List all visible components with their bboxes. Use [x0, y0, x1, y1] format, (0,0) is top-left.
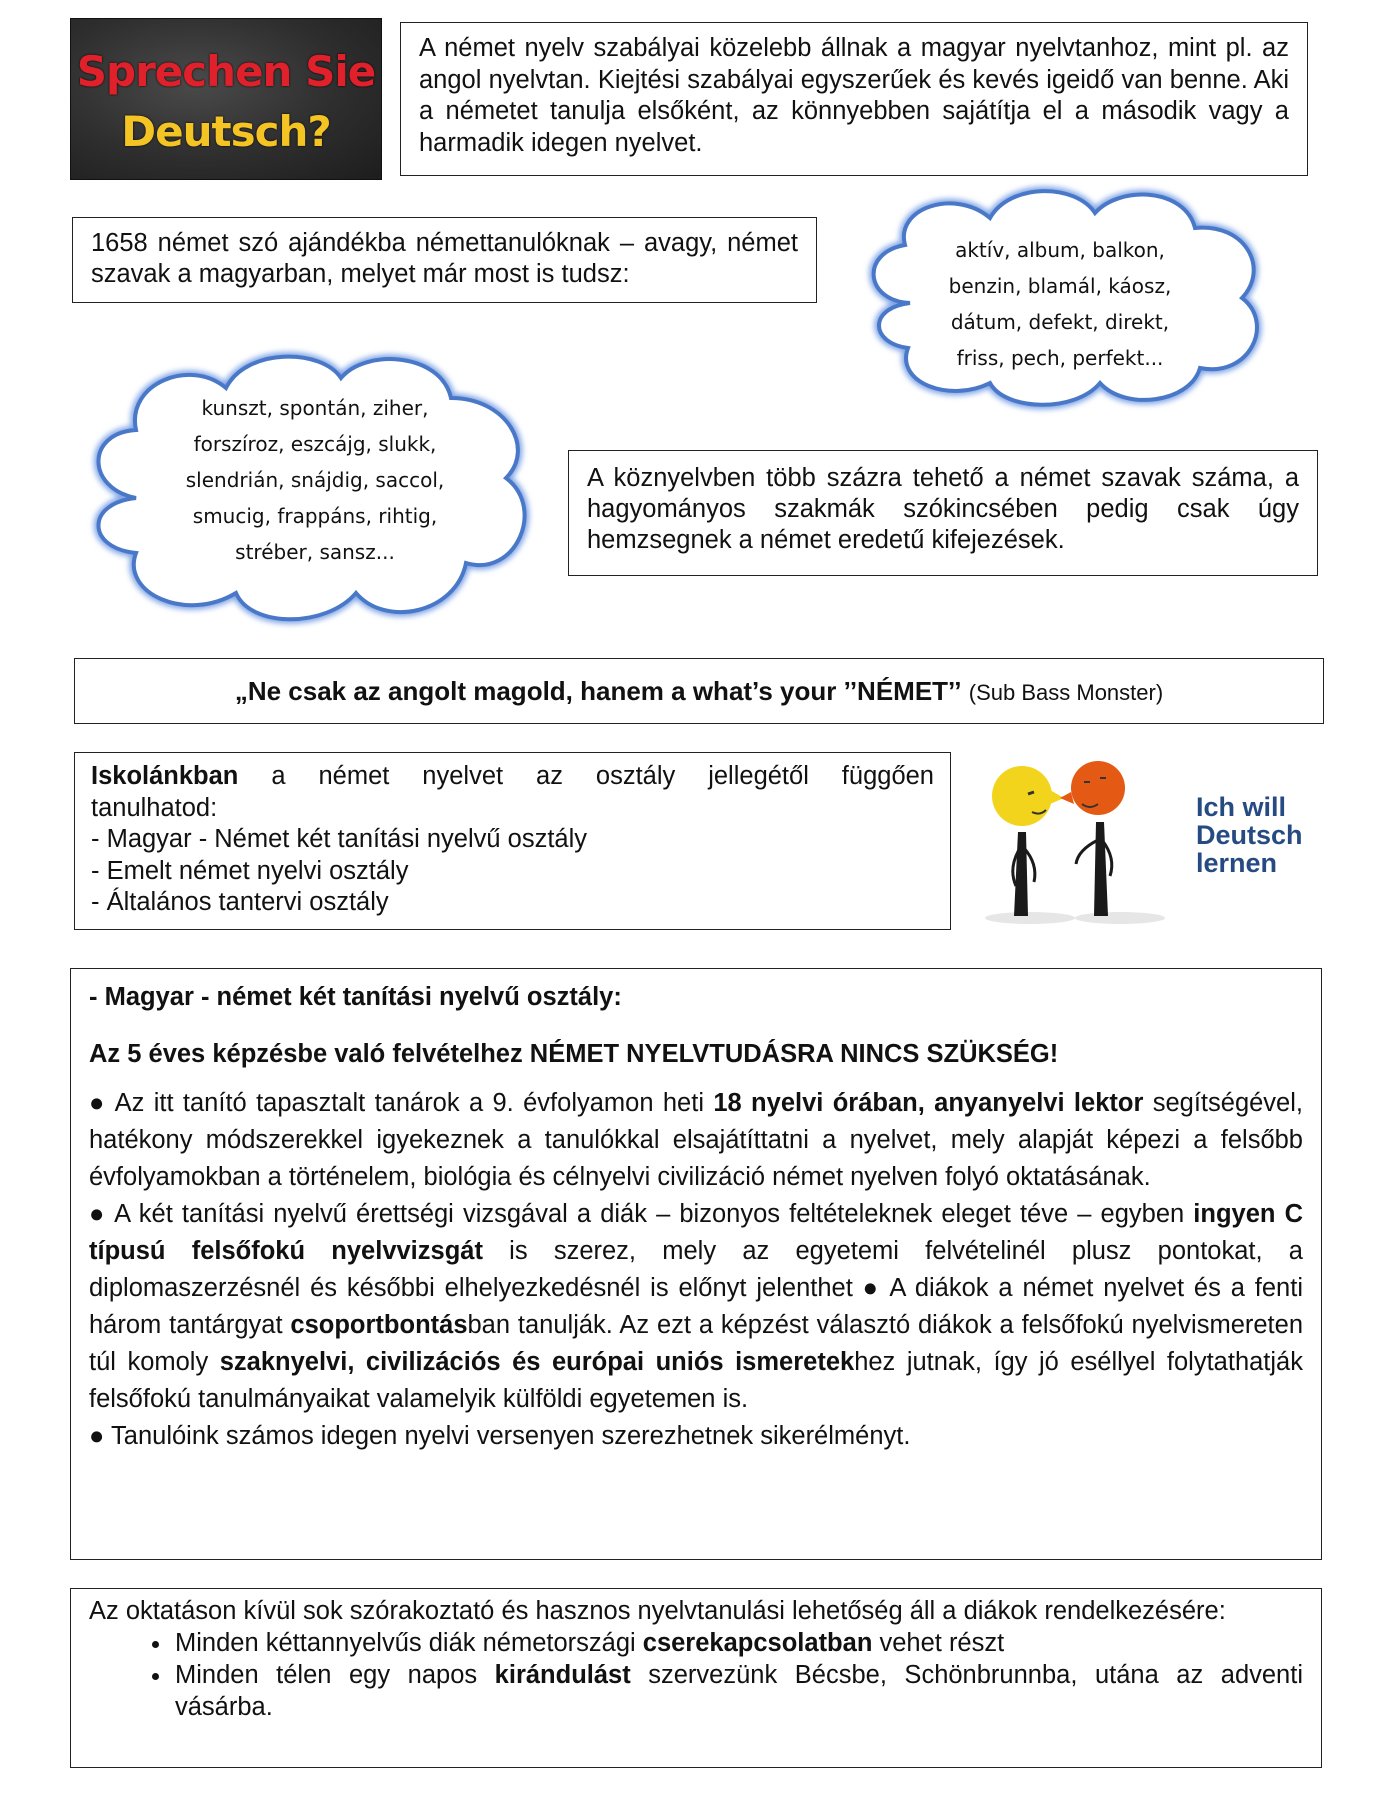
cloud-left-line: forszíroz, eszcájg, slukk, — [193, 432, 437, 456]
cloud-left-line: stréber, sansz... — [235, 540, 395, 564]
ich-will-deutsch-lernen-illustration — [970, 748, 1315, 934]
intro-box — [400, 22, 1308, 176]
school-lead-rest: a német nyelvet az osztály jellegétől függően — [271, 762, 934, 790]
extra-opportunities-box — [70, 1588, 1322, 1768]
cloud-right-line: dátum, defekt, direkt, — [950, 310, 1170, 334]
intro-text: A német nyelv szabályai közelebb állnak a magyar nyelvtanhoz, mint pl. az angol nyelvtan. Kiejtési szabályai egyszerűek és kevés igeidő van benne. Aki a németet tanulja elsőként, az könnyebben sajátítja el a második vagy a harmadik idegen nyelvet. — [419, 34, 1289, 157]
main-subheading: Az 5 éves képzésbe való felvételhez NÉMET NYELVTUDÁSRA NINCS SZÜKSÉG! — [89, 1040, 1059, 1068]
logo-line-1: Sprechen Sie — [76, 47, 376, 96]
p2-text: hez jutnak, így jó eséllyel folytathatják felsőfokú tanulmányaikat valamelyik külföldi egyetemen is. — [89, 1348, 1303, 1413]
cloud-left-line: kunszt, spontán, ziher, — [201, 396, 429, 420]
cloud-right-line: friss, pech, perfekt... — [956, 346, 1164, 370]
p2-bold: ingyen C típusú felsőfokú nyelvvizsgát — [89, 1200, 1303, 1265]
extra-list-item — [173, 1627, 1303, 1659]
school-lead: Iskolánkban — [91, 762, 239, 790]
quote-source: (Sub Bass Monster) — [968, 680, 1164, 705]
ich-will-line-3: lernen — [1196, 848, 1278, 878]
sprechen-sie-deutsch-logo — [70, 18, 382, 180]
cloud-left-line: smucig, frappáns, rihtig, — [192, 504, 438, 528]
cloud-left-line: slendrián, snájdig, saccol, — [185, 468, 445, 492]
main-paragraph-2 — [89, 1196, 1303, 1418]
logo-line-2: Deutsch? — [121, 107, 331, 156]
p2-text: ● A két tanítási nyelvű érettségi vizsgával a diák – bizonyos feltételeknek eleget téve – egyben — [89, 1200, 1194, 1228]
school-lead-line — [91, 761, 934, 793]
cloud-right-line: benzin, blamál, káosz, — [948, 274, 1172, 298]
cloud-right-words — [895, 232, 1225, 376]
ich-will-line-1: Ich will — [1196, 792, 1287, 822]
main-paragraph-1 — [89, 1085, 1303, 1196]
cloud-right-line: aktív, album, balkon, — [955, 238, 1165, 262]
b1-text: Minden kéttannyelvűs diák németországi — [175, 1629, 643, 1657]
school-box — [74, 752, 951, 930]
school-line-2: tanulhatod: — [91, 793, 218, 822]
school-item: - Magyar - Német két tanítási nyelvű osztály — [91, 825, 588, 853]
extra-list — [89, 1627, 1303, 1723]
ich-will-line-2: Deutsch — [1196, 820, 1303, 850]
b2-bold: kirándulást — [494, 1661, 631, 1689]
common-words-box — [568, 450, 1318, 576]
p2-bold: csoportbontás — [290, 1311, 468, 1339]
p1-text: segítségével, hatékony módszerekkel igyekeznek a tanulókkal elsajátíttatni a nyelvet, mely alapját képezi a felsőbb évfolyamokban a történelem, biológia és célnyelvi civilizáció német nyelven folyó oktatásának. — [89, 1089, 1303, 1191]
b1-text: vehet részt — [872, 1629, 1005, 1657]
quote-text: „Ne csak az angolt magold, hanem a what’s your ’’NÉMET’’ — [234, 676, 962, 706]
gift-text: 1658 német szó ajándékba némettanulóknak – avagy, német szavak a magyarban, melyet már most is tudsz: — [91, 229, 798, 288]
school-item: - Általános tantervi osztály — [91, 888, 389, 916]
bilingual-class-box — [70, 968, 1322, 1560]
b1-bold: cserekapcsolatban — [642, 1629, 873, 1657]
p2-text: is szerez, mely az egyetemi felvételinél plusz pontokat, a diplomaszerzésnél és későbbi elhelyezkedésnél is előnyt jelenthet ● A diákok a német nyelvet és a fenti három tantárgyat — [89, 1237, 1303, 1339]
quote-box — [74, 658, 1324, 724]
p2-text: ban tanulják. Az ezt a képzést választó diákok a felsőfokú nyelvismereten túl komoly — [89, 1311, 1303, 1376]
school-item: - Emelt német nyelvi osztály — [91, 856, 409, 885]
common-words-text: A köznyelvben több százra tehető a német szavak száma, a hagyományos szakmák szókincsében pedig csak úgy hemzsegnek a német eredetű kifejezések. — [587, 464, 1299, 554]
p1-bold: 18 nyelvi órában, anyanyelvi lektor — [713, 1089, 1144, 1117]
extra-intro: Az oktatáson kívül sok szórakoztató és hasznos nyelvtanulási lehetőség áll a diákok rendelkezésére: — [89, 1597, 1226, 1625]
p2-bold: szaknyelvi, civilizációs és európai uniós ismeretek — [219, 1348, 855, 1376]
gift-box — [72, 217, 817, 303]
extra-list-item — [173, 1659, 1303, 1723]
p1-text: ● Az itt tanító tapasztalt tanárok a 9. évfolyamon heti — [89, 1089, 714, 1117]
main-heading: - Magyar - német két tanítási nyelvű osztály: — [89, 983, 622, 1011]
b2-text: szervezünk Bécsbe, Schönbrunnba, utána az adventi vásárba. — [175, 1661, 1303, 1721]
main-paragraph-3: ● Tanulóink számos idegen nyelvi versenyen szerezhetnek sikerélményt. — [89, 1422, 911, 1450]
two-figures-icon — [970, 748, 1190, 934]
b2-text: Minden télen egy napos — [175, 1661, 495, 1689]
cloud-left-words — [130, 390, 500, 570]
